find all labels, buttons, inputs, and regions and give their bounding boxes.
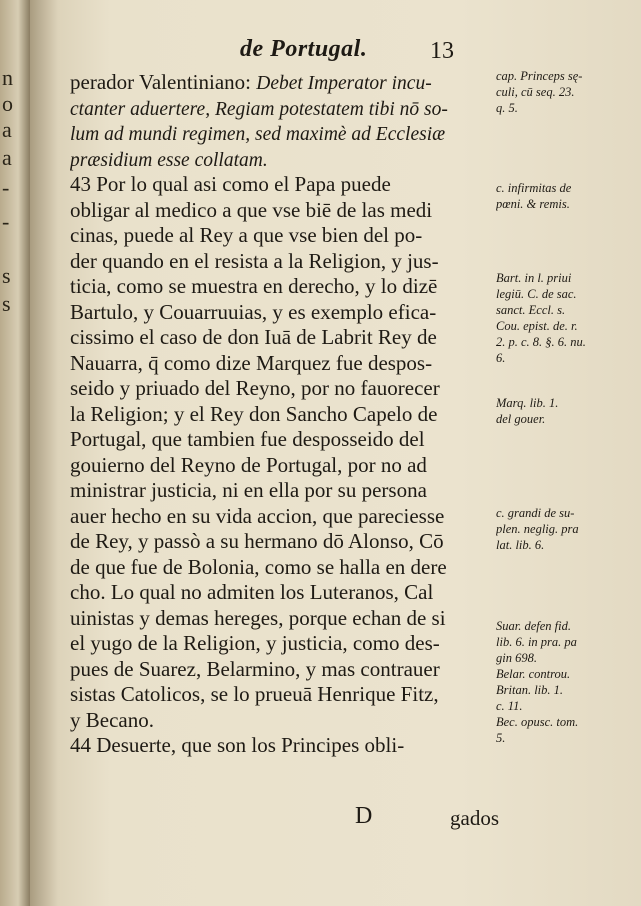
line-roman: Bartulo, y Couarruuias, y es exemplo efica- [70,299,437,324]
line-roman: el yugo de la Religion, y justicia, como des- [70,631,440,655]
prev-fragment: - [2,209,10,234]
prev-fragment: o [2,91,13,116]
text-line [70,402,510,428]
text-line [70,580,510,606]
prev-fragment: s [2,291,11,316]
text-line [70,555,510,581]
margin-note-line: c. 11. [496,699,523,713]
page-number: 13 [430,38,454,64]
prev-fragment: a [2,145,12,170]
line-roman: pues de Suarez, Belarmino, y mas contrauer [70,656,440,681]
text-line [70,70,510,96]
text-line [70,121,510,147]
margin-note-line: 2. p. c. 8. §. 6. nu. [496,335,586,349]
line-roman: cissimo el caso de don Iuā de Labrit Rey de [70,325,437,349]
prev-fragment: a [2,117,12,142]
line-roman: y Becano. [70,707,154,732]
line-roman: auer hecho en su vida accion, que pareciesse [70,503,445,528]
margin-note-line: pœni. & remis. [496,197,570,211]
text-line [70,249,510,275]
line-italic: Debet Imperator incu- [256,73,432,94]
line-roman: cho. Lo qual no admiten los Luteranos, Cal [70,580,434,604]
margin-note-line: lib. 6. in pra. pa [496,635,577,649]
text-line [70,325,510,351]
line-roman: gouierno del Reyno de Portugal, por no ad [70,452,427,477]
text-line [70,606,510,632]
text-line [70,274,510,300]
margin-note-line: c. grandi de su- [496,506,575,520]
running-title: de Portugal. [240,36,368,62]
margin-note-line: plen. neglig. pra [496,522,579,536]
text-line [70,351,510,377]
line-roman: de que fue de Bolonia, como se halla en dere [70,554,447,579]
margin-note-line: gin 698. [496,651,537,665]
body-text [70,70,510,759]
catchword: gados [450,806,499,830]
text-line [70,376,510,402]
line-roman: 43 Por lo qual asi como el Papa puede [70,172,391,196]
signature-mark: D [355,803,373,829]
line-roman: sistas Catolicos, se lo prueuā Henrique Fitz, [70,682,439,706]
text-line [70,682,510,708]
margin-note-line: sanct. Eccl. s. [496,303,566,317]
margin-note-line: Britan. lib. 1. [496,683,564,697]
prev-fragment: - [2,175,10,200]
text-line [70,96,510,122]
margin-note-line: 5. [496,731,506,745]
text-line [70,427,510,453]
line-roman: obligar al medico a que vse biē de las medi [70,197,433,222]
line-roman: ticia, como se muestra en derecho, y lo dizē [70,274,438,298]
text-line [70,708,510,734]
text-line [70,172,510,198]
margin-note [496,505,638,553]
line-roman: de Rey, y passò a su hermano dō Alonso, Cō [70,529,444,553]
line-roman: Nauarra, q̄ como dize Marquez fue despos- [70,350,433,375]
text-line [70,300,510,326]
text-line [70,453,510,479]
line-italic: ctanter aduertere, Regiam potestatem tibi nō so- [70,98,448,120]
text-line [70,198,510,224]
text-line [70,147,510,173]
margin-note-line: cap. Princeps sę- [496,69,583,83]
line-roman: Portugal, que tambien fue desposseido del [70,427,425,451]
margin-note-line: Suar. defen fid. [496,619,571,633]
margin-note-line: Marq. lib. 1. [496,396,559,410]
text-line [70,504,510,530]
line-roman: perador Valentiniano: [70,70,257,94]
line-roman: uinistas y demas hereges, porque echan de si [70,605,446,630]
margin-note [496,618,638,746]
line-roman: ministrar justicia, ni en ella por su persona [70,478,427,502]
text-line [70,657,510,683]
text-line [70,529,510,555]
margin-note-line: Bec. opusc. tom. [496,715,579,729]
margin-note [496,270,638,366]
margin-note [496,180,638,212]
text-line [70,478,510,504]
margin-note-line: lat. lib. 6. [496,538,545,552]
margin-note-line: culi, cū seq. 23. [496,85,575,99]
line-roman: seido y priuado del Reyno, por no fauorecer [70,376,440,400]
line-italic: lum ad mundi regimen, sed maximè ad Ecclesiæ [70,124,446,145]
line-italic: præsidium esse collatam. [70,149,268,171]
book-page [30,0,641,906]
margin-note [496,395,638,427]
margin-note-line: 6. [496,351,506,365]
line-roman: der quando en el resista a la Religion, y jus- [70,248,439,273]
margin-note-line: del gouer. [496,412,546,426]
margin-note-line: legiū. C. de sac. [496,287,577,301]
line-roman: 44 Desuerte, que son los Principes obli- [70,733,405,757]
margin-note-line: Belar. controu. [496,667,571,681]
prev-fragment: s [2,263,11,288]
prev-fragment: n [2,65,13,90]
margin-note-line: q. 5. [496,101,518,115]
margin-note-line: Bart. in l. priui [496,271,572,285]
line-roman: cinas, puede al Rey a que vse bien del po- [70,223,423,247]
text-line [70,223,510,249]
text-line [70,733,510,759]
margin-note [496,68,638,116]
line-roman: la Religion; y el Rey don Sancho Capelo de [70,401,438,426]
text-line [70,631,510,657]
previous-page-edge [0,0,30,906]
margin-note-line: Cou. epist. de. r. [496,319,578,333]
margin-note-line: c. infirmitas de [496,181,572,195]
